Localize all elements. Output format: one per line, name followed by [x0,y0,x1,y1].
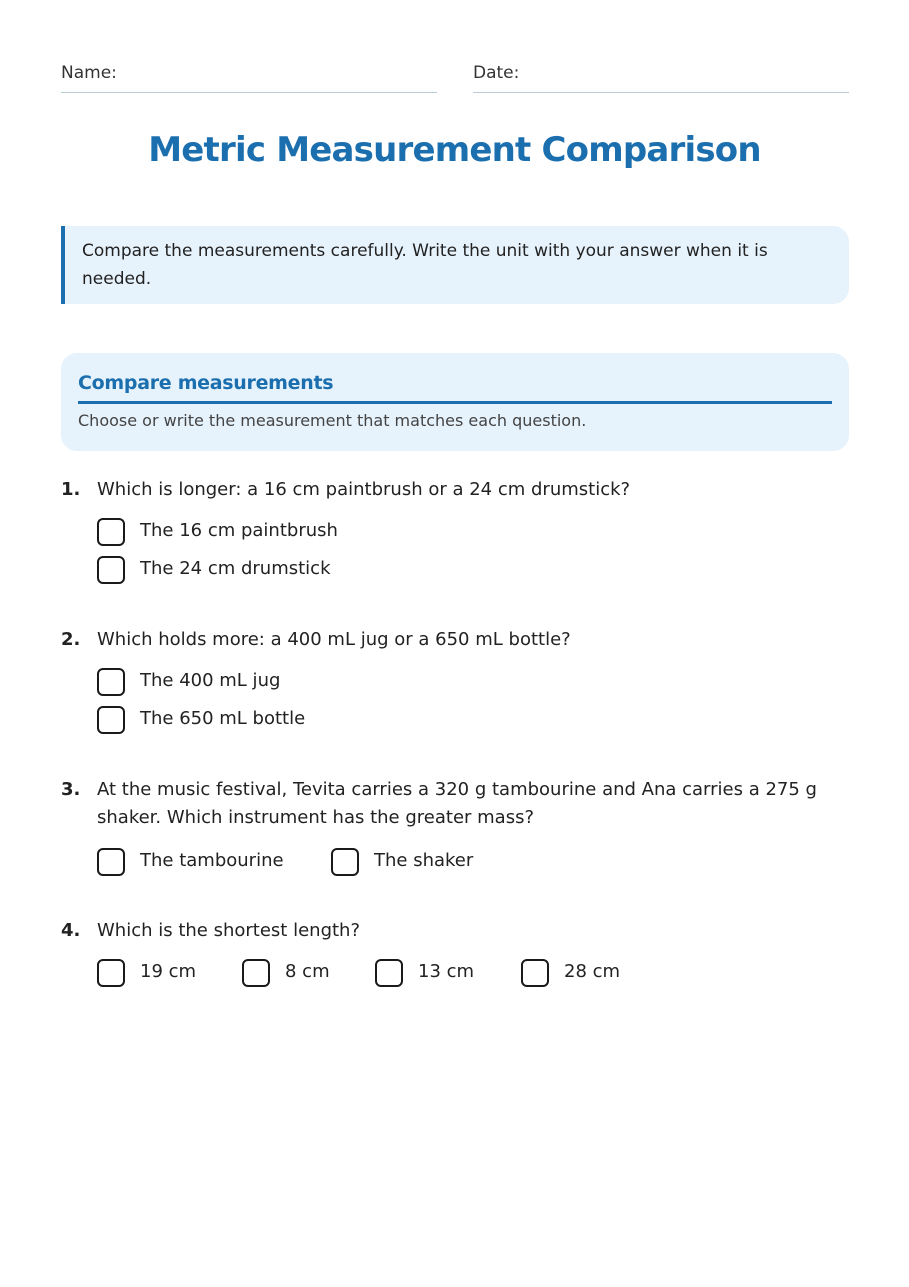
checkbox[interactable] [242,959,270,987]
question-2 [61,626,851,746]
option-label: 13 cm [418,961,475,982]
checkbox[interactable] [331,848,359,876]
option-label: The 400 mL jug [140,670,281,691]
option-label: 19 cm [140,961,197,982]
checkbox[interactable] [521,959,549,987]
checkbox[interactable] [97,706,125,734]
section-subtitle: Choose or write the measurement that matches each question. [78,411,587,430]
option-label: 8 cm [285,961,330,982]
question-number: 4. [61,920,81,941]
question-text: Which is the shortest length? [97,920,361,941]
instructions-text: Compare the measurements carefully. Write the unit with your answer when it is needed. [82,241,768,289]
question-3 [61,776,851,886]
checkbox[interactable] [97,518,125,546]
question-text: Which is longer: a 16 cm paintbrush or a 24 cm drumstick? [97,479,631,500]
checkbox[interactable] [97,959,125,987]
question-number: 1. [61,479,81,500]
date-label: Date: [473,63,520,83]
section-title: Compare measurements [78,371,832,404]
section-header [61,353,849,451]
option-label: The shaker [374,850,474,871]
option-label: 28 cm [564,961,621,982]
date-field[interactable] [473,62,849,93]
option-label: The 650 mL bottle [140,708,306,729]
name-field[interactable] [61,62,437,93]
instructions-box [61,226,849,304]
option-label: The tambourine [140,850,284,871]
option-label: The 24 cm drumstick [140,558,331,579]
question-number: 2. [61,629,81,650]
page-title: Metric Measurement Comparison [148,130,761,170]
question-4 [61,917,851,997]
question-number: 3. [61,779,81,800]
checkbox[interactable] [375,959,403,987]
option-label: The 16 cm paintbrush [140,520,338,541]
checkbox[interactable] [97,668,125,696]
question-1 [61,476,851,596]
question-text: At the music festival, Tevita carries a 320 g tambourine and Ana carries a 275 g shaker. Which instrument has the greater mass? [97,779,817,828]
checkbox[interactable] [97,556,125,584]
question-text: Which holds more: a 400 mL jug or a 650 mL bottle? [97,629,571,650]
name-label: Name: [61,63,117,83]
checkbox[interactable] [97,848,125,876]
